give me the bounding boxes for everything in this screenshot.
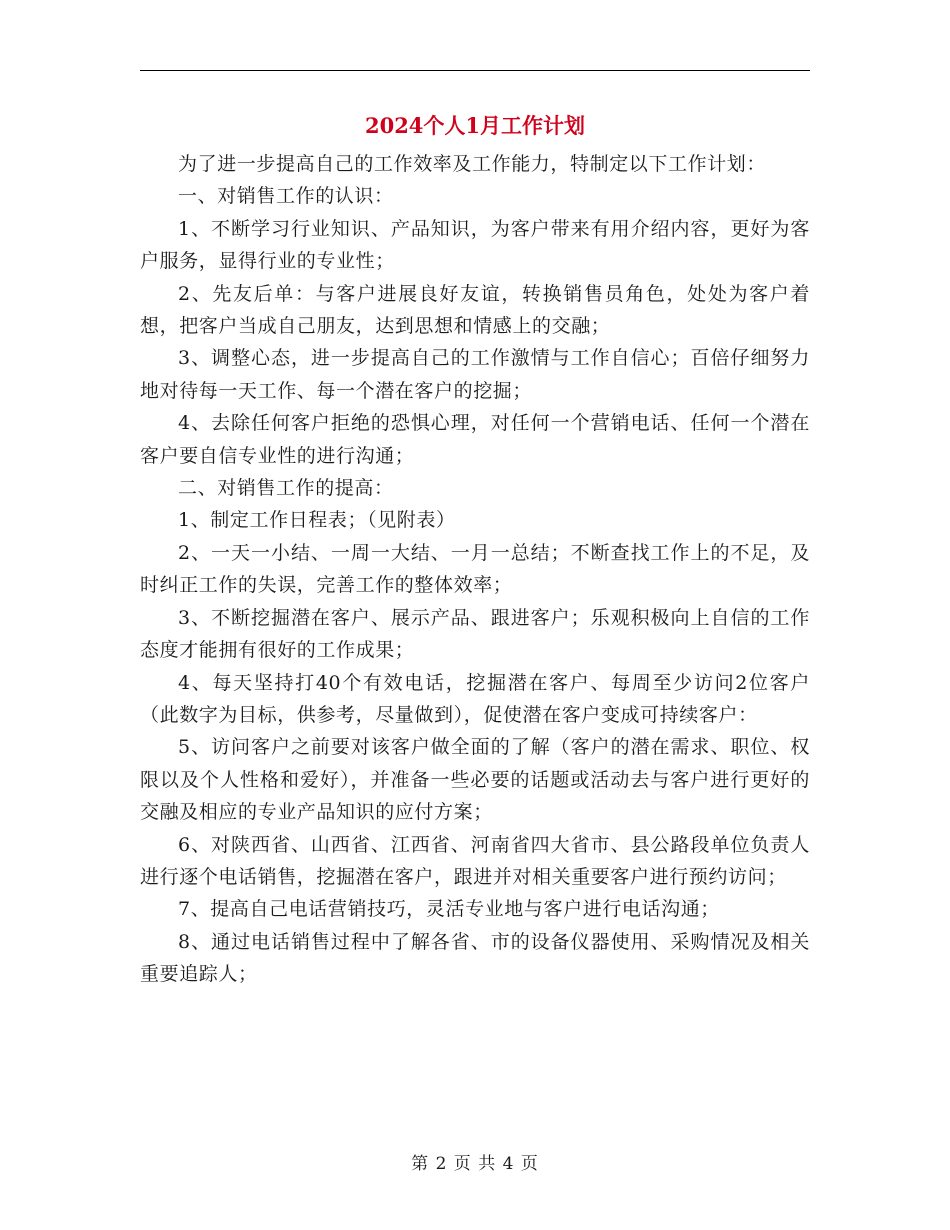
document-body <box>140 148 810 991</box>
body-paragraph: 7、提高自己电话营销技巧，灵活专业地与客户进行电话沟通； <box>178 898 720 921</box>
header-rule <box>140 70 810 71</box>
body-paragraph: 4、去除任何客户拒绝的恐惧心理，对任何一个营销电话、任何一个潜在客户要自信专业性的进行沟通； <box>140 412 810 467</box>
body-paragraph: 3、调整心态，进一步提高自己的工作激情与工作自信心；百倍仔细努力地对待每一天工作、每一个潜在客户的挖掘； <box>140 347 810 402</box>
body-paragraph: 3、不断挖掘潜在客户、展示产品、跟进客户；乐观积极向上自信的工作态度才能拥有很好的工作成果； <box>140 606 810 662</box>
body-paragraph: 1、制定工作日程表；（见附表） <box>178 509 456 532</box>
body-paragraph: 6、对陕西省、山西省、江西省、河南省四大省市、县公路段单位负责人进行逐个电话销售，挖掘潜在客户，跟进并对相关重要客户进行预约访问； <box>140 833 810 888</box>
page-number-footer: 第 2 页 共 4 页 <box>411 1154 539 1174</box>
section-heading: 一、对销售工作的认识： <box>178 185 394 208</box>
body-paragraph: 8、通过电话销售过程中了解各省、市的设备仪器使用、采购情况及相关重要追踪人； <box>140 930 810 986</box>
body-paragraph: 5、访问客户之前要对该客户做全面的了解（客户的潜在需求、职位、权限以及个人性格和爱好），并准备一些必要的话题或活动去与客户进行更好的交融及相应的专业产品知识的应付方案； <box>140 736 810 824</box>
body-paragraph: 1、不断学习行业知识、产品知识，为客户带来有用介绍内容，更好为客户服务，显得行业的专业性； <box>140 217 810 273</box>
section-heading: 二、对销售工作的提高： <box>178 477 394 500</box>
body-paragraph: 2、一天一小结、一周一大结、一月一总结；不断查找工作上的不足，及时纠正工作的失误，完善工作的整体效率； <box>140 541 810 597</box>
body-paragraph: 2、先友后单：与客户进展良好友谊，转换销售员角色，处处为客户着想，把客户当成自己朋友，达到思想和情感上的交融； <box>140 282 810 338</box>
body-paragraph: 4、每天坚持打40个有效电话，挖掘潜在客户、每周至少访问2位客户（此数字为目标，供参考，尽量做到），促使潜在客户变成可持续客户： <box>140 671 810 726</box>
intro-paragraph: 为了进一步提高自己的工作效率及工作能力，特制定以下工作计划： <box>178 153 767 175</box>
document-title: 2024个人1月工作计划 <box>364 113 586 138</box>
